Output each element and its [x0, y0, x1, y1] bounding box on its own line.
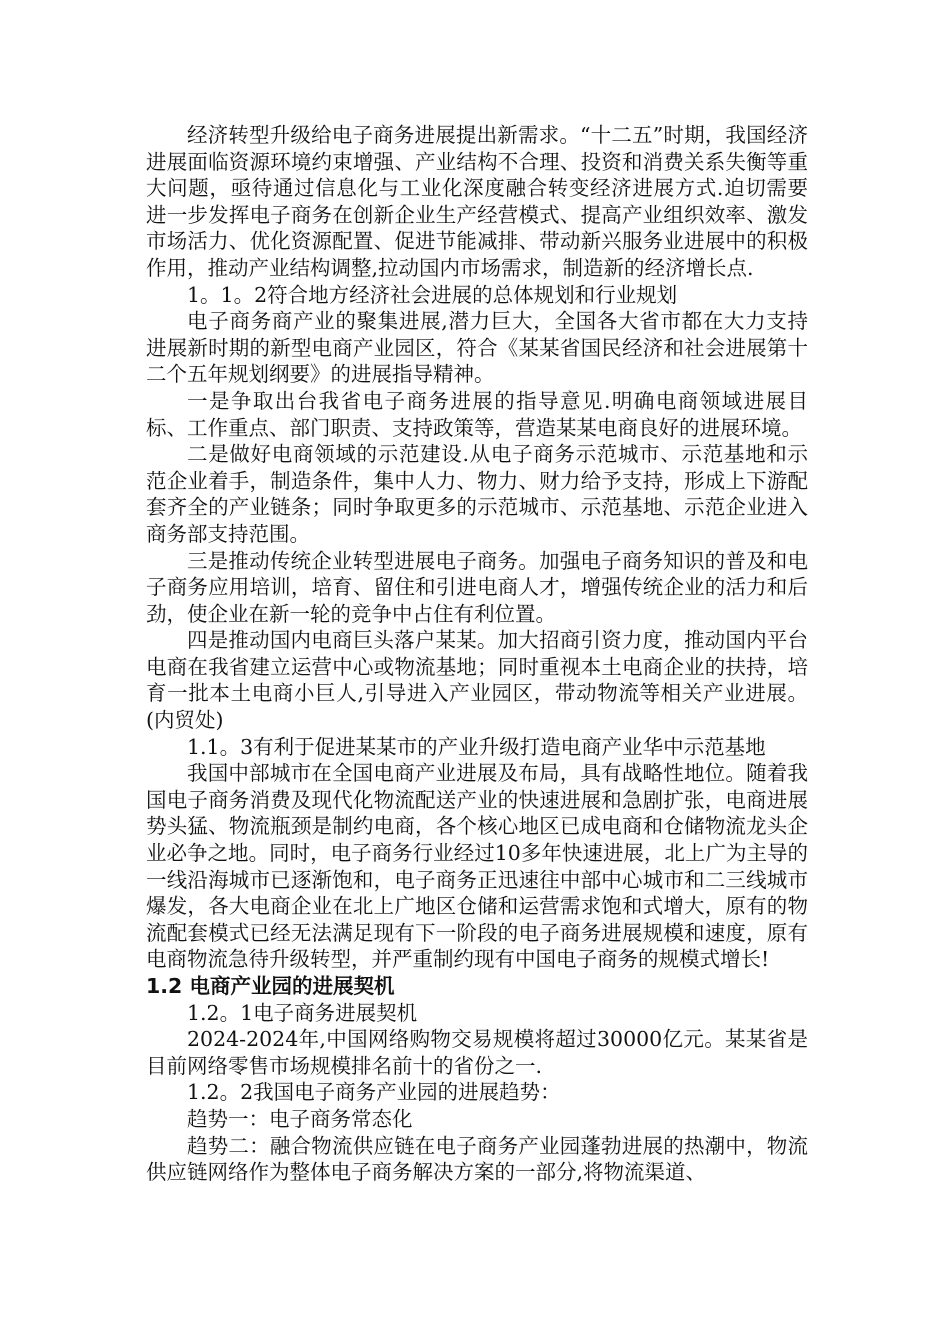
document-body [146, 122, 808, 1186]
paragraph: 趋势二：融合物流供应链在电子商务产业园蓬勃进展的热潮中，物流供应链网络作为整体电子商务解决方案的一部分,将物流渠道、 [146, 1133, 808, 1185]
subsection-heading-1-2-1: 1.2。1电子商务进展契机 [187, 1000, 418, 1025]
subsection-heading-1-1-3: 1.1。3有利于促进某某市的产业升级打造电商产业华中示范基地 [187, 734, 766, 759]
subsection-heading-1-1-2: 1。1。2符合地方经济社会进展的总体规划和行业规划 [187, 282, 678, 307]
paragraph: 二是做好电商领域的示范建设.从电子商务示范城市、示范基地和示范企业着手，制造条件，集中人力、物力、财力给予支持，形成上下游配套齐全的产业链条；同时争取更多的示范城市、示范基地、示范企业进入商务部支持范围。 [146, 442, 808, 546]
paragraph: 趋势一：电子商务常态化 [187, 1106, 413, 1131]
paragraph: 三是推动传统企业转型进展电子商务。加强电子商务知识的普及和电子商务应用培训，培育、留住和引进电商人才，增强传统企业的活力和后劲，使企业在新一轮的竞争中占住有利位置。 [146, 548, 808, 626]
paragraph: 我国中部城市在全国电商产业进展及布局，具有战略性地位。随着我国电子商务消费及现代化物流配送产业的快速进展和急剧扩张，电商进展势头猛、物流瓶颈是制约电商，各个核心地区已成电商和仓储物流龙头企业必争之地。同时，电子商务行业经过10多年快速进展，北上广为主导的一线沿海城市已逐渐饱和，电子商务正迅速往中部中心城市和二三线城市爆发，各大电商企业在北上广地区仓储和运营需求饱和式增大，原有的物流配套模式已经无法满足现有下一阶段的电子商务进展规模和速度，原有电商物流急待升级转型，并严重制约现有中国电子商务的规模式增长! [146, 761, 808, 972]
paragraph: 四是推动国内电商巨头落户某某。加大招商引资力度，推动国内平台电商在我省建立运营中心或物流基地；同时重视本土电商企业的扶持，培育一批本土电商小巨人,引导进入产业园区，带动物流等相关产业进展。(内贸处) [146, 628, 808, 733]
paragraph: 一是争取出台我省电子商务进展的指导意见.明确电商领域进展目标、工作重点、部门职责、支持政策等，营造某某电商良好的进展环境。 [146, 388, 808, 440]
subsection-heading-1-2-2: 1.2。2我国电子商务产业园的进展趋势： [187, 1080, 561, 1105]
paragraph: 电子商务商产业的聚集进展,潜力巨大，全国各大省市都在大力支持进展新时期的新型电商产业园区，符合《某某省国民经济和社会进展第十二个五年规划纲要》的进展指导精神。 [146, 309, 808, 387]
paragraph: 经济转型升级给电子商务进展提出新需求。“十二五”时期，我国经济进展面临资源环境约束增强、产业结构不合理、投资和消费关系失衡等重大问题，亟待通过信息化与工业化深度融合转变经济进展方式.迫切需要进一步发挥电子商务在创新企业生产经营模式、提高产业组织效率、激发市场活力、优化资源配置、促进节能减排、带动新兴服务业进展中的积极作用，推动产业结构调整,拉动国内市场需求，制造新的经济增长点. [146, 123, 808, 280]
paragraph: 2024-2024年,中国网络购物交易规模将超过30000亿元。某某省是目前网络零售市场规模排名前十的省份之一. [146, 1027, 808, 1078]
section-heading-1-2: 1.2 电商产业园的进展契机 [146, 974, 395, 998]
